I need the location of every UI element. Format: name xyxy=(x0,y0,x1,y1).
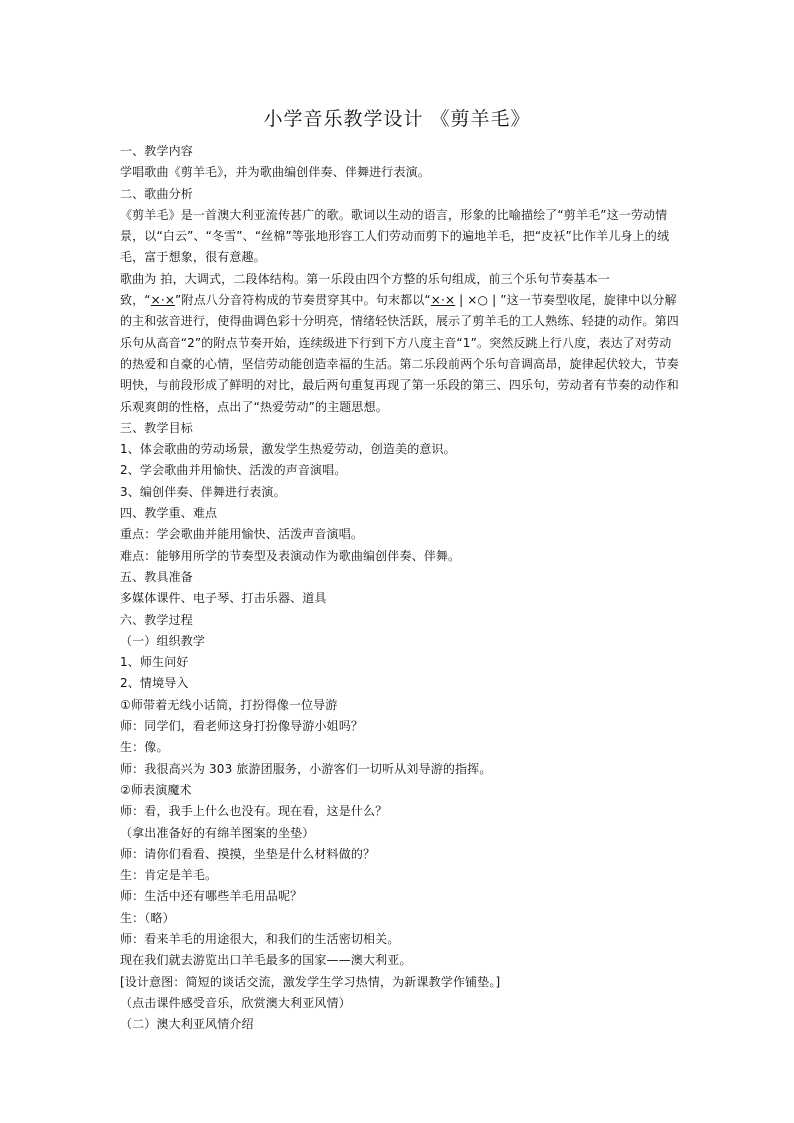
dialogue-line: 生：（略） xyxy=(120,910,175,925)
section-heading-process: 六、教学过程 xyxy=(120,612,193,627)
paragraph-analysis-1: 《剪羊毛》是一首澳大利亚流传甚广的歌。歌词以生动的语言，形象的比喻描绘了“剪羊毛”这一劳动情景，以“白云”、“冬雪”、“丝棉”等张地形容工人们劳动而剪下的遍地羊毛，把“皮袄”比作羊儿身上的绒毛，富于想象，很有意趣。 xyxy=(120,207,670,265)
goal-item-1: 1、体会歌曲的劳动场景，激发学生热爱劳动，创造美的意识。 xyxy=(120,442,456,457)
document-body xyxy=(120,141,680,1035)
section-heading-goals: 三、教学目标 xyxy=(120,420,193,435)
dialogue-line: 生：肯定是羊毛。 xyxy=(120,868,218,883)
dialogue-line: 师：同学们，看老师这身打扮像导游小姐吗？ xyxy=(120,719,364,734)
document-title: 小学音乐教学设计 《剪羊毛》 xyxy=(263,108,531,130)
paragraph-content: 学唱歌曲《剪羊毛》，并为歌曲编创伴奏、伴舞进行表演。 xyxy=(120,165,430,180)
goal-item-2: 2、学会歌曲并用愉快、活泼的声音演唱。 xyxy=(120,463,347,478)
section-heading-materials: 五、教具准备 xyxy=(120,569,193,584)
process-step-1: 1、师生问好 xyxy=(120,655,189,670)
materials-list: 多媒体课件、电子琴、打击乐器、道具 xyxy=(120,591,327,606)
dialogue-line: 师：我很高兴为 303 旅游团服务，小游客们一切听从刘导游的指挥。 xyxy=(120,761,492,776)
narration-line: 现在我们就去游览出口羊毛最多的国家——澳大利亚。 xyxy=(120,953,412,968)
activity-2-heading: ②师表演魔术 xyxy=(120,782,192,797)
rhythm-notation-1: ×·× xyxy=(150,293,176,308)
subsection-heading-australia: （二）澳大利亚风情介绍 xyxy=(120,1017,254,1032)
dialogue-line: 师：看，我手上什么也没有。现在看，这是什么？ xyxy=(120,804,388,819)
analysis-text-c: | ×○ | ”这一节奏型收尾，旋律中以分解的主和弦音进行，使得曲调色彩十分明亮，情绪轻快活跃，展示了剪羊毛的工人熟练、轻捷的动作。第四乐句从高音“2”的附点节奏开始，连续级进下行到下方八度主音“1”。突然反跳上行八度，表达了对劳动的热爱和自豪的心情，坚信劳动能创造幸福的生活。第二乐段前两个乐句音调高昂，旋律起伏较大，节奏明快，与前段形成了鲜明的对比，最后两句重复再现了第一乐段的第三、四乐句，劳动者有节奏的动作和乐观爽朗的性格，点出了“热爱劳动”的主题思想。 xyxy=(120,293,679,414)
design-intent-note: [设计意图：简短的谈话交流，激发学生学习热情，为新课教学作铺垫。] xyxy=(120,974,501,989)
paragraph-analysis-2 xyxy=(120,269,680,418)
activity-1-heading: ①师带着无线小话筒，打扮得像一位导游 xyxy=(120,697,338,712)
dialogue-line: 师：请你们看看、摸摸，坐垫是什么材料做的？ xyxy=(120,846,376,861)
section-heading-keypoints: 四、教学重、难点 xyxy=(120,506,218,521)
keypoint-difficulty: 难点：能够用所学的节奏型及表演动作为歌曲编创伴奏、伴舞。 xyxy=(120,548,461,563)
dialogue-line: 师：生活中还有哪些羊毛用品呢？ xyxy=(120,889,303,904)
stage-direction: （点击课件感受音乐，欣赏澳大利亚风情） xyxy=(120,995,351,1010)
subsection-heading-organize: （一）组织教学 xyxy=(120,633,206,648)
analysis-text-a: 歌曲为 拍，大调式，二段体结构。第一乐段由四个方整的乐句组成，前三个乐句节奏基本一致，“ xyxy=(120,271,610,308)
rhythm-notation-2: ×·× xyxy=(430,293,456,308)
dialogue-line: 师：看来羊毛的用途很大，和我们的生活密切相关。 xyxy=(120,931,400,946)
process-step-2: 2、情境导入 xyxy=(120,676,189,691)
analysis-text-b: ”附点八分音符构成的节奏贯穿其中。句末都以“ xyxy=(175,293,431,308)
stage-direction: （拿出准备好的有绵羊图案的坐垫） xyxy=(120,825,315,840)
section-heading-analysis: 二、歌曲分析 xyxy=(120,186,193,201)
section-heading-content: 一、教学内容 xyxy=(120,144,193,158)
goal-item-3: 3、编创伴奏、伴舞进行表演。 xyxy=(120,484,286,499)
dialogue-line: 生：像。 xyxy=(120,740,169,755)
keypoint-focus: 重点：学会歌曲并能用愉快、活泼声音演唱。 xyxy=(120,527,364,542)
